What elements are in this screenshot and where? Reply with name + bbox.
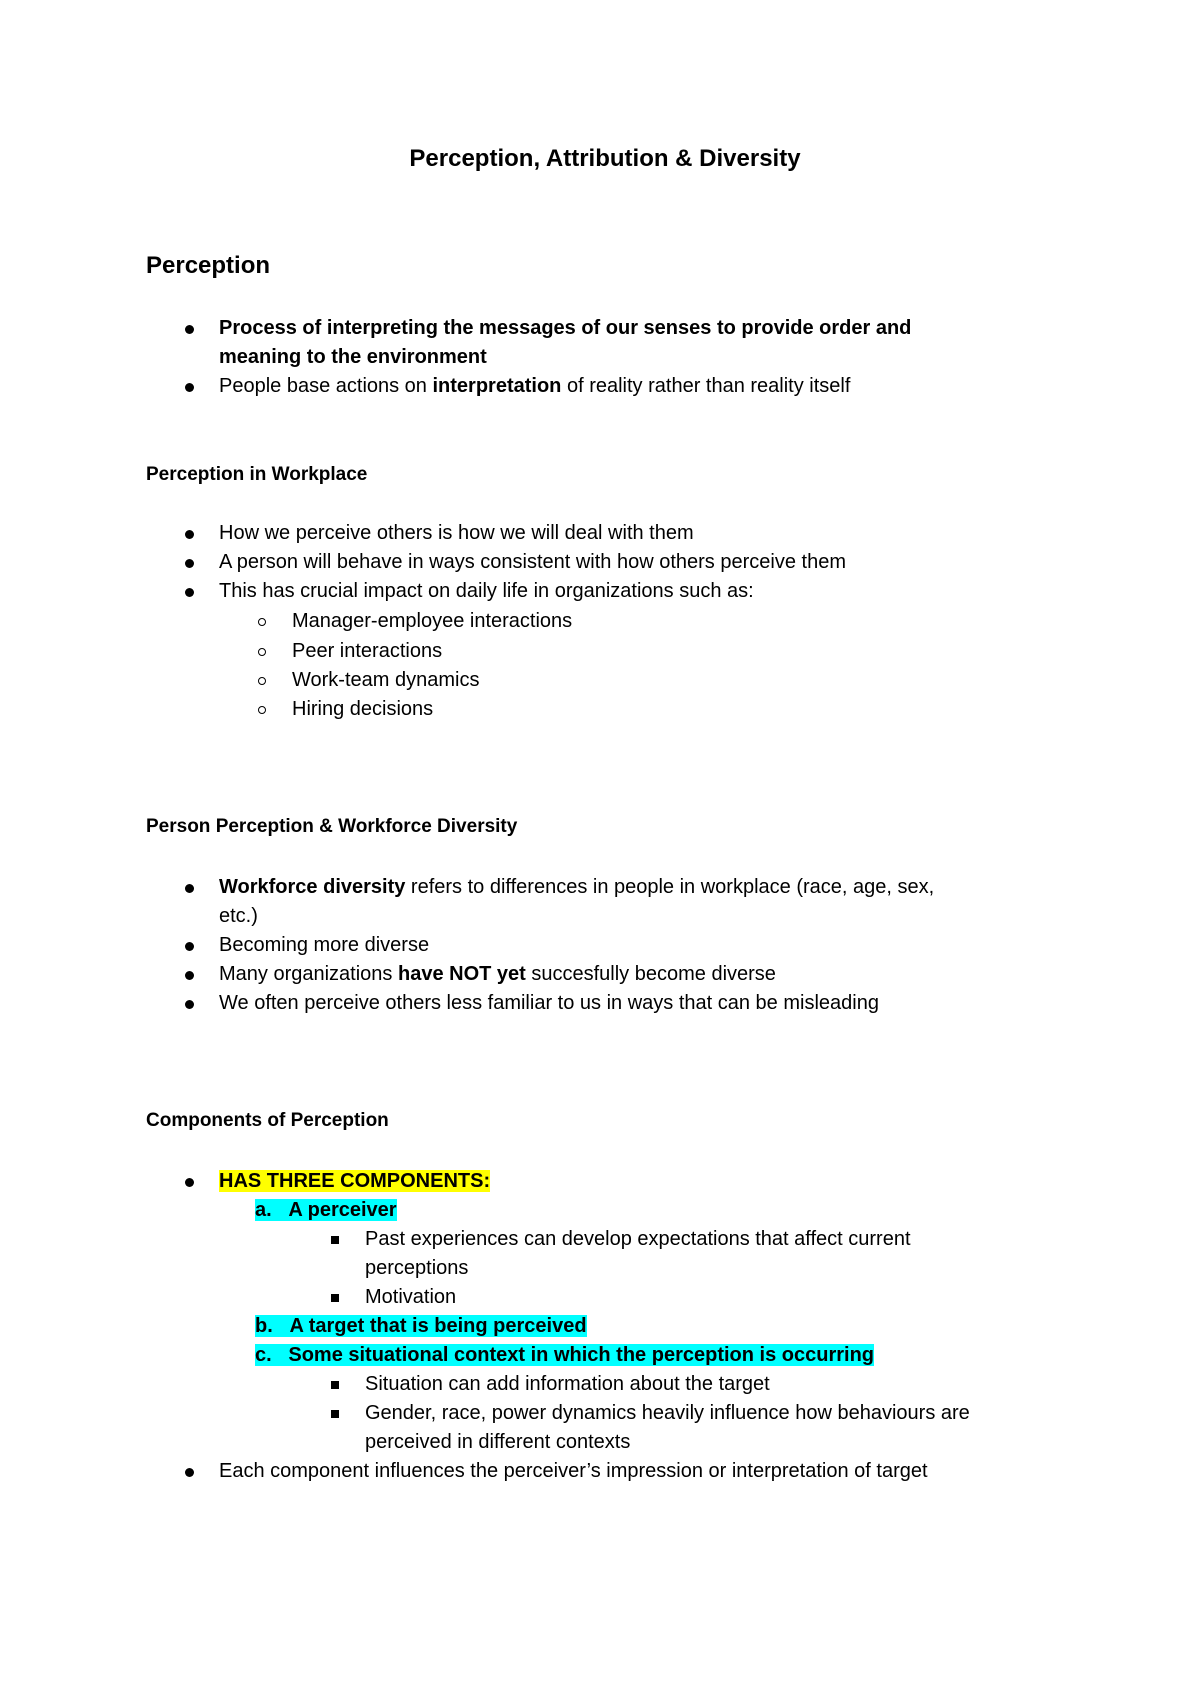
- bullet-disc-icon: [185, 942, 194, 951]
- bullet-disc-icon: [185, 1000, 194, 1009]
- perception-item-2-text: People base actions on: [219, 375, 433, 397]
- bullet-disc-icon: [185, 325, 194, 334]
- workplace-subitem-4: Hiring decisions: [292, 698, 434, 720]
- workplace-subitem-3: Work-team dynamics: [292, 669, 480, 691]
- workplace-item-1: How we perceive others is how we will deal with them: [219, 522, 694, 544]
- components-last-item: Each component influences the perceiver’s impression or interpretation of target: [219, 1460, 928, 1482]
- heading-components: Components of Perception: [146, 1110, 389, 1131]
- component-b-highlight: [255, 1315, 587, 1337]
- heading-perception: Perception: [146, 252, 271, 279]
- bullet-disc-icon: [185, 1178, 194, 1187]
- bullet-disc-icon: [185, 559, 194, 568]
- bullet-circle-icon: [258, 648, 266, 656]
- diversity-item-1-line-1: [219, 873, 934, 902]
- bullet-square-icon: [331, 1410, 339, 1418]
- component-c-highlight: [255, 1344, 874, 1366]
- diversity-item-3-text-end: succesfully become diverse: [525, 963, 776, 985]
- diversity-item-1-text: refers to differences in people in workplace (race, age, sex,: [405, 876, 935, 898]
- workplace-item-3: This has crucial impact on daily life in organizations such as:: [219, 580, 754, 602]
- bullet-disc-icon: [185, 884, 194, 893]
- perception-item-1-line-2: meaning to the environment: [219, 346, 487, 368]
- component-b-marker: b.: [255, 1315, 273, 1337]
- bullet-square-icon: [331, 1381, 339, 1389]
- workplace-item-2: A person will behave in ways consistent with how others perceive them: [219, 551, 846, 573]
- component-c: [255, 1341, 874, 1370]
- component-a-marker: a.: [255, 1199, 272, 1221]
- component-b: [255, 1312, 587, 1341]
- diversity-item-4: We often perceive others less familiar to us in ways that can be misleading: [219, 992, 879, 1014]
- diversity-item-3: [219, 960, 776, 989]
- components-main-item: [219, 1167, 490, 1196]
- component-a-label: A perceiver: [288, 1199, 397, 1221]
- component-a-highlight: [255, 1199, 397, 1221]
- diversity-item-1-bold: Workforce diversity: [219, 876, 406, 898]
- bullet-circle-icon: [258, 677, 266, 685]
- perception-item-2-bold: interpretation: [432, 375, 562, 397]
- component-c-marker: c.: [255, 1344, 272, 1366]
- component-c-sub-2-line-1: Gender, race, power dynamics heavily influence how behaviours are: [365, 1402, 970, 1424]
- bullet-disc-icon: [185, 383, 194, 392]
- heading-perception-workplace: Perception in Workplace: [146, 464, 368, 485]
- components-main-item-text: HAS THREE COMPONENTS:: [219, 1170, 491, 1192]
- heading-workforce-diversity: Person Perception & Workforce Diversity: [146, 816, 518, 837]
- bullet-disc-icon: [185, 530, 194, 539]
- diversity-item-3-bold: have NOT yet: [397, 963, 526, 985]
- bullet-disc-icon: [185, 588, 194, 597]
- component-c-sub-2-line-2: perceived in different contexts: [365, 1431, 631, 1453]
- diversity-item-3-text: Many organizations: [219, 963, 398, 985]
- bullet-disc-icon: [185, 1468, 194, 1477]
- component-b-label: A target that is being perceived: [289, 1315, 587, 1337]
- component-a: [255, 1196, 397, 1225]
- bullet-square-icon: [331, 1294, 339, 1302]
- workplace-subitem-1: Manager-employee interactions: [292, 610, 573, 632]
- document-title: Perception, Attribution & Diversity: [409, 145, 801, 172]
- perception-item-2: [219, 372, 850, 401]
- bullet-circle-icon: [258, 618, 266, 626]
- bullet-square-icon: [331, 1236, 339, 1244]
- component-c-label: Some situational context in which the perception is occurring: [288, 1344, 875, 1366]
- component-a-sub-1-line-1: Past experiences can develop expectations that affect current: [365, 1228, 911, 1250]
- bullet-disc-icon: [185, 971, 194, 980]
- bullet-circle-icon: [258, 706, 266, 714]
- perception-item-1-line-1: Process of interpreting the messages of our senses to provide order and: [219, 317, 912, 339]
- component-c-sub-1: Situation can add information about the target: [365, 1373, 770, 1395]
- component-a-sub-1-line-2: perceptions: [365, 1257, 469, 1279]
- diversity-item-2: Becoming more diverse: [219, 934, 430, 956]
- workplace-subitem-2: Peer interactions: [292, 640, 443, 662]
- component-a-sub-2: Motivation: [365, 1286, 457, 1308]
- diversity-item-1-line-2: etc.): [219, 905, 258, 927]
- perception-item-2-text-end: of reality rather than reality itself: [561, 375, 851, 397]
